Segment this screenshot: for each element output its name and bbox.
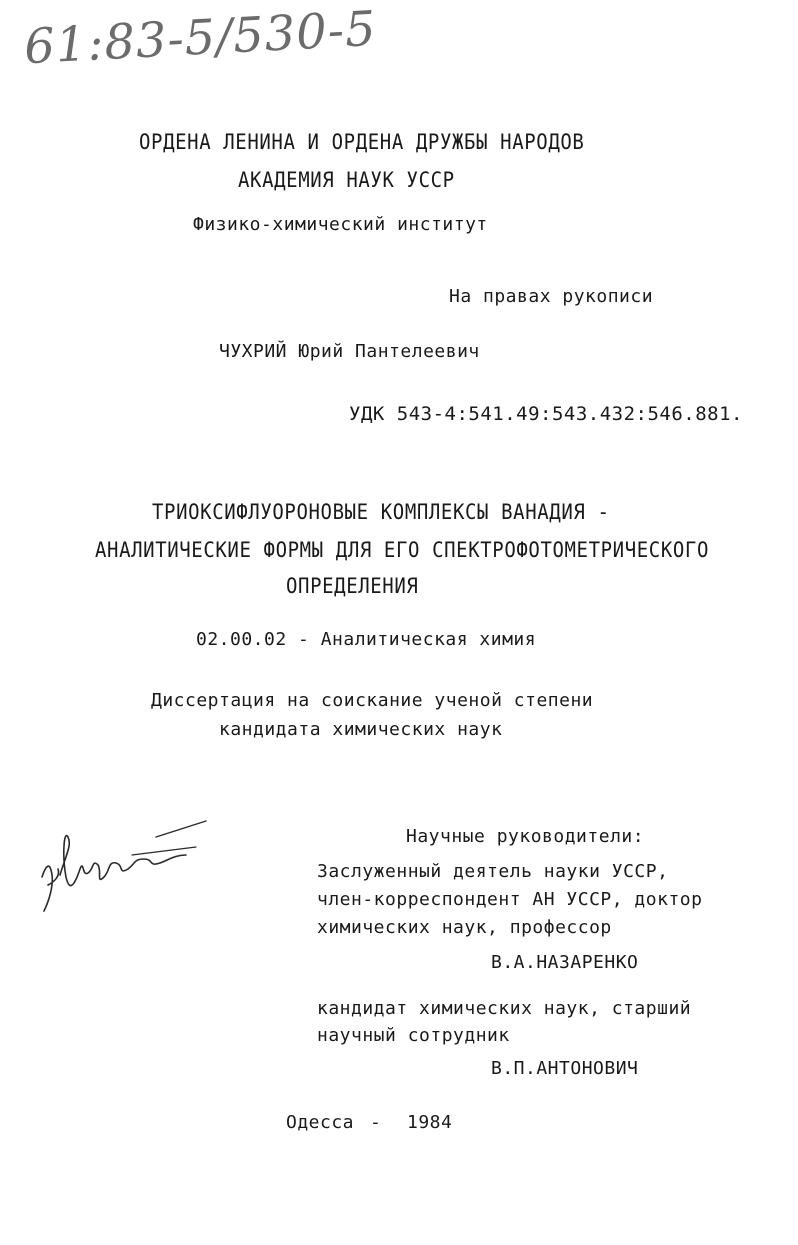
title-line-3: ОПРЕДЕЛЕНИЯ [286,574,419,599]
supervisors-heading: Научные руководители: [406,826,645,847]
rights-note: На правах рукописи [449,286,654,307]
supervisor-1-line-1: Заслуженный деятель науки УССР, [317,861,669,882]
supervisor-2-line-1: кандидат химических наук, старший [317,998,692,1019]
supervisor-2-name: В.П.АНТОНОВИЧ [491,1058,639,1079]
org-line-1: ОРДЕНА ЛЕНИНА И ОРДЕНА ДРУЖБЫ НАРОДОВ [139,130,585,155]
footer-year: 1984 [407,1112,453,1133]
institute-name: Физико-химический институт [193,214,488,235]
footer-city: Одесса [286,1112,355,1133]
org-line-2: АКАДЕМИЯ НАУК УССР [238,168,455,193]
specialty: 02.00.02 - Аналитическая химия [196,629,537,650]
degree-line-2: кандидата химических наук [219,719,503,740]
author-name: ЧУХРИЙ Юрий Пантелеевич [219,341,480,362]
title-line-1: ТРИОКСИФЛУОРОНОВЫЕ КОМПЛЕКСЫ ВАНАДИЯ - [152,500,610,525]
supervisor-1-line-3: химических наук, профессор [317,917,612,938]
author-signature [36,815,216,925]
supervisor-1-name: В.А.НАЗАРЕНКО [491,952,639,973]
degree-line-1: Диссертация на соискание ученой степени [151,690,594,711]
supervisor-2-line-2: научный сотрудник [317,1025,510,1046]
title-line-2: АНАЛИТИЧЕСКИЕ ФОРМЫ ДЛЯ ЕГО СПЕКТРОФОТОМЕТРИЧЕСКОГО [95,538,709,563]
supervisor-1-line-2: член-корреспондент АН УССР, доктор [317,889,703,910]
footer-dash: - [370,1112,382,1133]
archive-mark: 61:83-5/530-5 [22,0,378,76]
udc-code: УДК 543-4:541.49:543.432:546.881. [349,403,743,425]
